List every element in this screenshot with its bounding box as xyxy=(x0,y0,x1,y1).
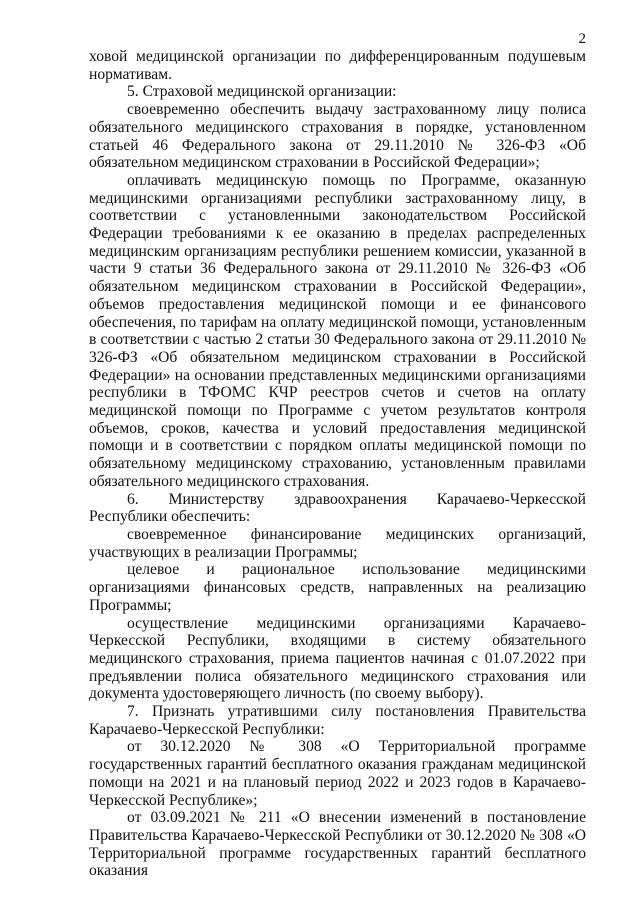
paragraph: ховой медицинской организации по дифференцированным подушевым нормативам. xyxy=(89,48,586,83)
paragraph: своевременное финансирование медицинских организаций, участвующих в реализации Программы; xyxy=(89,525,586,561)
paragraph: от 03.09.2021 № 211 «О внесении изменений в постановление Правительства Карачаево-Черкесской Республики от 30.12.2020 № 308 «О Территориальной программе государственных гарантий бесплатного оказания xyxy=(89,809,586,880)
paragraph: оплачивать медицинскую помощь по Программе, оказанную медицинскими организациями республики застрахованному лицу, в соответствии с установленными законодательством Российской Федерации требованиями к ее оказанию в пределах распределенных медицинским организациям республики решением комиссии, указанной в части 9 статьи 36 Федерального закона от 29.11.2010 № 326-ФЗ «Об обязательном медицинском страховании в Российской Федерации», объемов предоставления медицинской помощи и ее финансового обеспечения, по тарифам на оплату медицинской помощи, установленным в соответствии с частью 2 статьи 30 Федерального закона от 29.11.2010 № 326-ФЗ «Об обязательном медицинском страховании в Российской Федерации» на основании представленных медицинскими организациями республики в ТФОМС КЧР реестров счетов и счетов на оплату медицинской помощи по Программе с учетом результатов контроля объемов, сроков, качества и условий предоставления медицинской помощи и в соответствии с порядком оплаты медицинской помощи по обязательному медицинскому страхованию, установленным правилами обязательного медицинского страхования. xyxy=(89,171,586,490)
paragraph: осуществление медицинскими организациями Карачаево-Черкесской Республики, входящими в систему обязательного медицинского страхования, приема пациентов начиная с 01.07.2022 при предъявлении полиса обязательного медицинского страхования или документа удостоверяющего личность (по своему выбору). xyxy=(89,614,586,703)
paragraph: 5. Страховой медицинской организации: xyxy=(127,83,397,101)
paragraph: целевое и рациональное использование медицинскими организациями финансовых средств, направленных на реализацию Программы; xyxy=(89,561,586,614)
paragraph: от 30.12.2020 № 308 «О Территориальной программе государственных гарантий бесплатного оказания гражданам медицинской помощи на 2021 и на плановый период 2022 и 2023 годов в Карачаево-Черкесской Республике»; xyxy=(89,738,586,809)
page-number: 2 xyxy=(578,31,586,47)
paragraph: 6. Министерству здравоохранения Карачаево-Черкесской Республики обеспечить: xyxy=(89,490,586,526)
paragraph: своевременно обеспечить выдачу застрахованному лицу полиса обязательного медицинского страхования в порядке, установленном статьей 46 Федерального закона от 29.11.2010 № 326-ФЗ «Об обязательном медицинском страховании в Российской Федерации»; xyxy=(89,101,586,172)
paragraph: 7. Признать утратившими силу постановления Правительства Карачаево-Черкесской Республики: xyxy=(89,703,586,738)
document-body xyxy=(89,48,586,880)
